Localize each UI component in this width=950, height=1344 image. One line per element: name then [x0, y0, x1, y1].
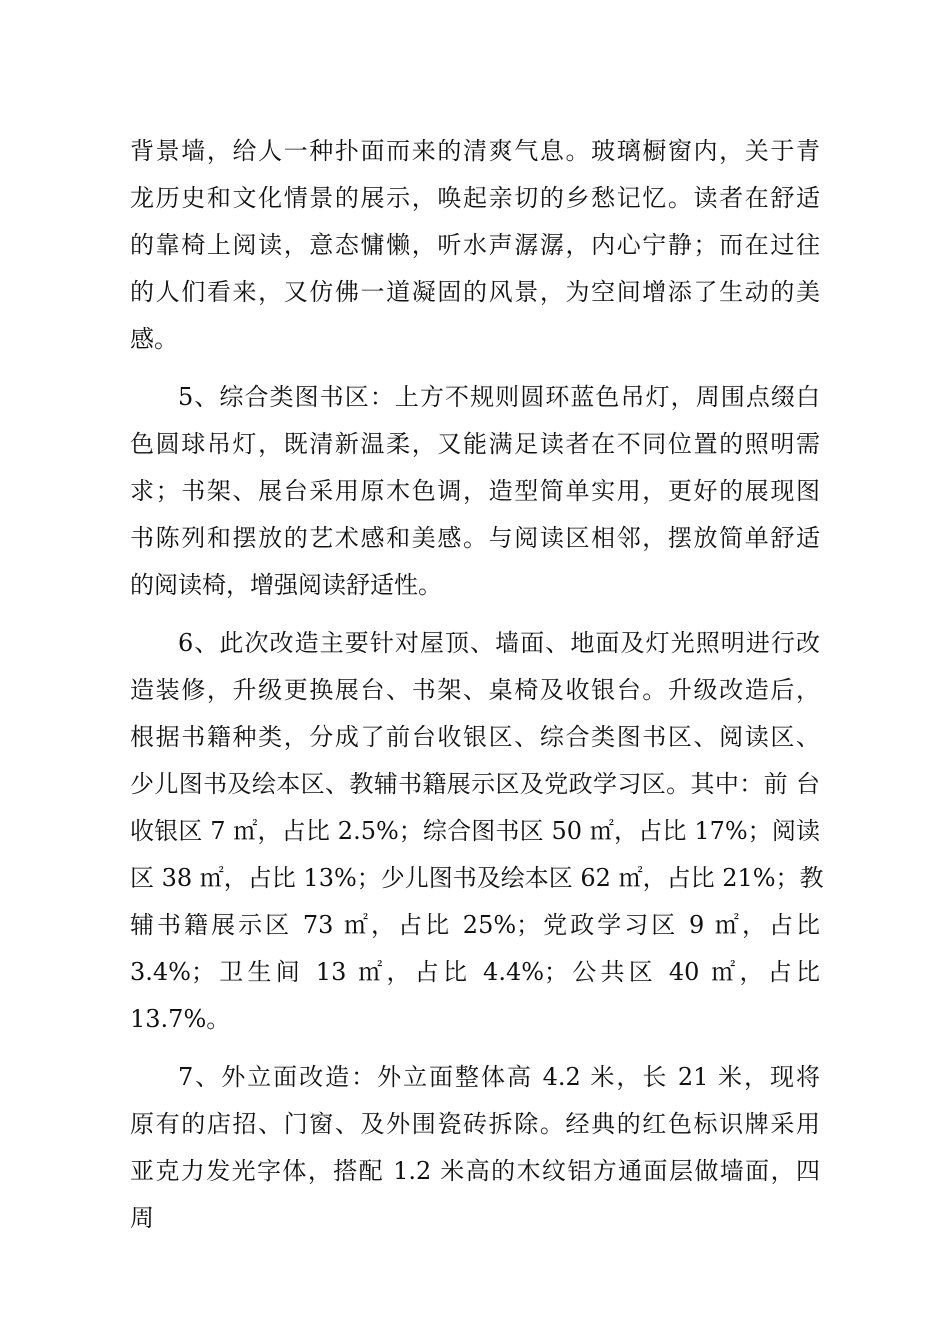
text-line: 亚克力发光字体，搭配 1.2 米高的木纹铝方通面层做墙面，四: [130, 1157, 820, 1185]
text-line: 3.4%；卫生间 13 ㎡，占比 4.4%；公共区 40 ㎡，占比: [130, 958, 820, 986]
text-line: 区 38 ㎡，占比 13%；少儿图书及绘本区 62 ㎡，占比 21%；教: [130, 864, 824, 892]
text-line: 的人们看来，又仿佛一道凝固的风景，为空间增添了生动的美: [130, 278, 820, 306]
text-line: 根据书籍种类，分成了前台收银区、综合类图书区、阅读区、: [130, 723, 820, 751]
text-line: 收银区 7 ㎡，占比 2.5%；综合图书区 50 ㎡，占比 17%；阅读: [130, 817, 820, 845]
text-line: 周: [130, 1204, 154, 1232]
text-line: 色圆球吊灯，既清新温柔，又能满足读者在不同位置的照明需: [130, 430, 820, 458]
text-line: 背景墙，给人一种扑面而来的清爽气息。玻璃橱窗内，关于青: [130, 137, 820, 165]
text-line: 13.7%。: [130, 1005, 231, 1033]
text-line: 龙历史和文化情景的展示，唤起亲切的乡愁记忆。读者在舒适: [130, 184, 820, 212]
text-line: 书陈列和摆放的艺术感和美感。与阅读区相邻，摆放简单舒适: [130, 524, 820, 552]
text-line: 感。: [130, 325, 178, 353]
text-line: 原有的店招、门窗、及外围瓷砖拆除。经典的红色标识牌采用: [130, 1110, 820, 1138]
text-line: 的靠椅上阅读，意态慵懒，听水声潺潺，内心宁静；而在过往: [130, 231, 820, 259]
text-line: 7、外立面改造：外立面整体高 4.2 米，长 21 米，现将: [178, 1063, 820, 1091]
text-line: 少儿图书及绘本区、教辅书籍展示区及党政学习区。其中：前 台: [130, 770, 820, 798]
text-line: 辅书籍展示区 73 ㎡，占比 25%；党政学习区 9 ㎡，占比: [130, 911, 820, 939]
text-line: 的阅读椅，增强阅读舒适性。: [130, 571, 442, 599]
text-line: 造装修，升级更换展台、书架、桌椅及收银台。升级改造后，: [130, 676, 820, 704]
text-line: 5、综合类图书区：上方不规则圆环蓝色吊灯，周围点缀白: [178, 383, 820, 411]
text-line: 求；书架、展台采用原木色调，造型简单实用，更好的展现图: [130, 477, 820, 505]
text-line: 6、此次改造主要针对屋顶、墙面、地面及灯光照明进行改: [178, 629, 820, 657]
